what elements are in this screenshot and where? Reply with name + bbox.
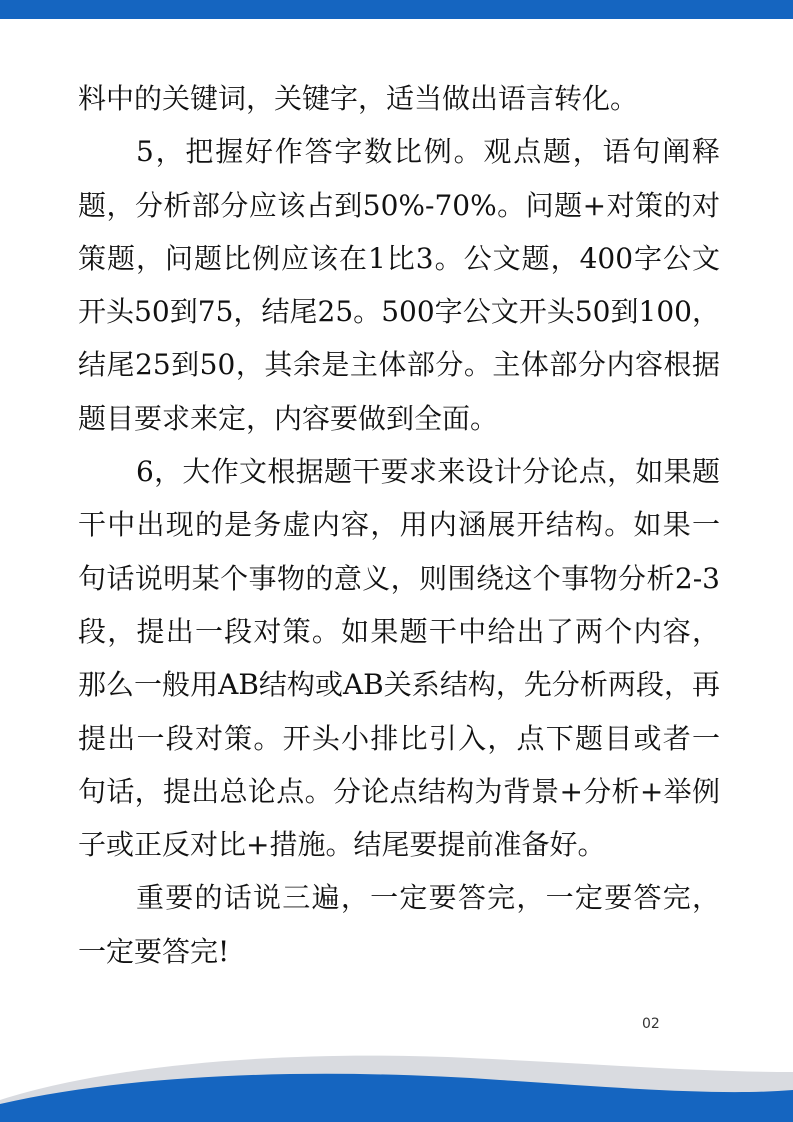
header-bar — [0, 0, 793, 19]
paragraph-continuation: 料中的关键词，关键字，适当做出语言转化。 — [78, 82, 639, 115]
footer-wave-decoration — [0, 1042, 793, 1122]
body-text — [78, 72, 720, 978]
page-number: 02 — [642, 1016, 660, 1032]
paragraph-point-6: 6，大作文根据题干要求来设计分论点，如果题干中出现的是务虚内容，用内涵展开结构。如果一句话说明某个事物的意义，则围绕这个事物分析2-3段，提出一段对策。如果题干中给出了两个内容，那么一般用AB结构或AB关系结构，先分析两段，再提出一段对策。开头小排比引入，点下题目或者一句话，提出总论点。分论点结构为背景+分析+举例子或正反对比+措施。结尾要提前准备好。 — [78, 455, 720, 862]
paragraph-point-5: 5，把握好作答字数比例。观点题，语句阐释题，分析部分应该占到50%-70%。问题+对策的对策题，问题比例应该在1比3。公文题，400字公文开头50到75，结尾25。500字公文开头50到100，结尾25到50，其余是主体部分。主体部分内容根据题目要求来定，内容要做到全面。 — [78, 135, 720, 435]
paragraph-closing: 重要的话说三遍，一定要答完，一定要答完，一定要答完! — [78, 881, 720, 968]
